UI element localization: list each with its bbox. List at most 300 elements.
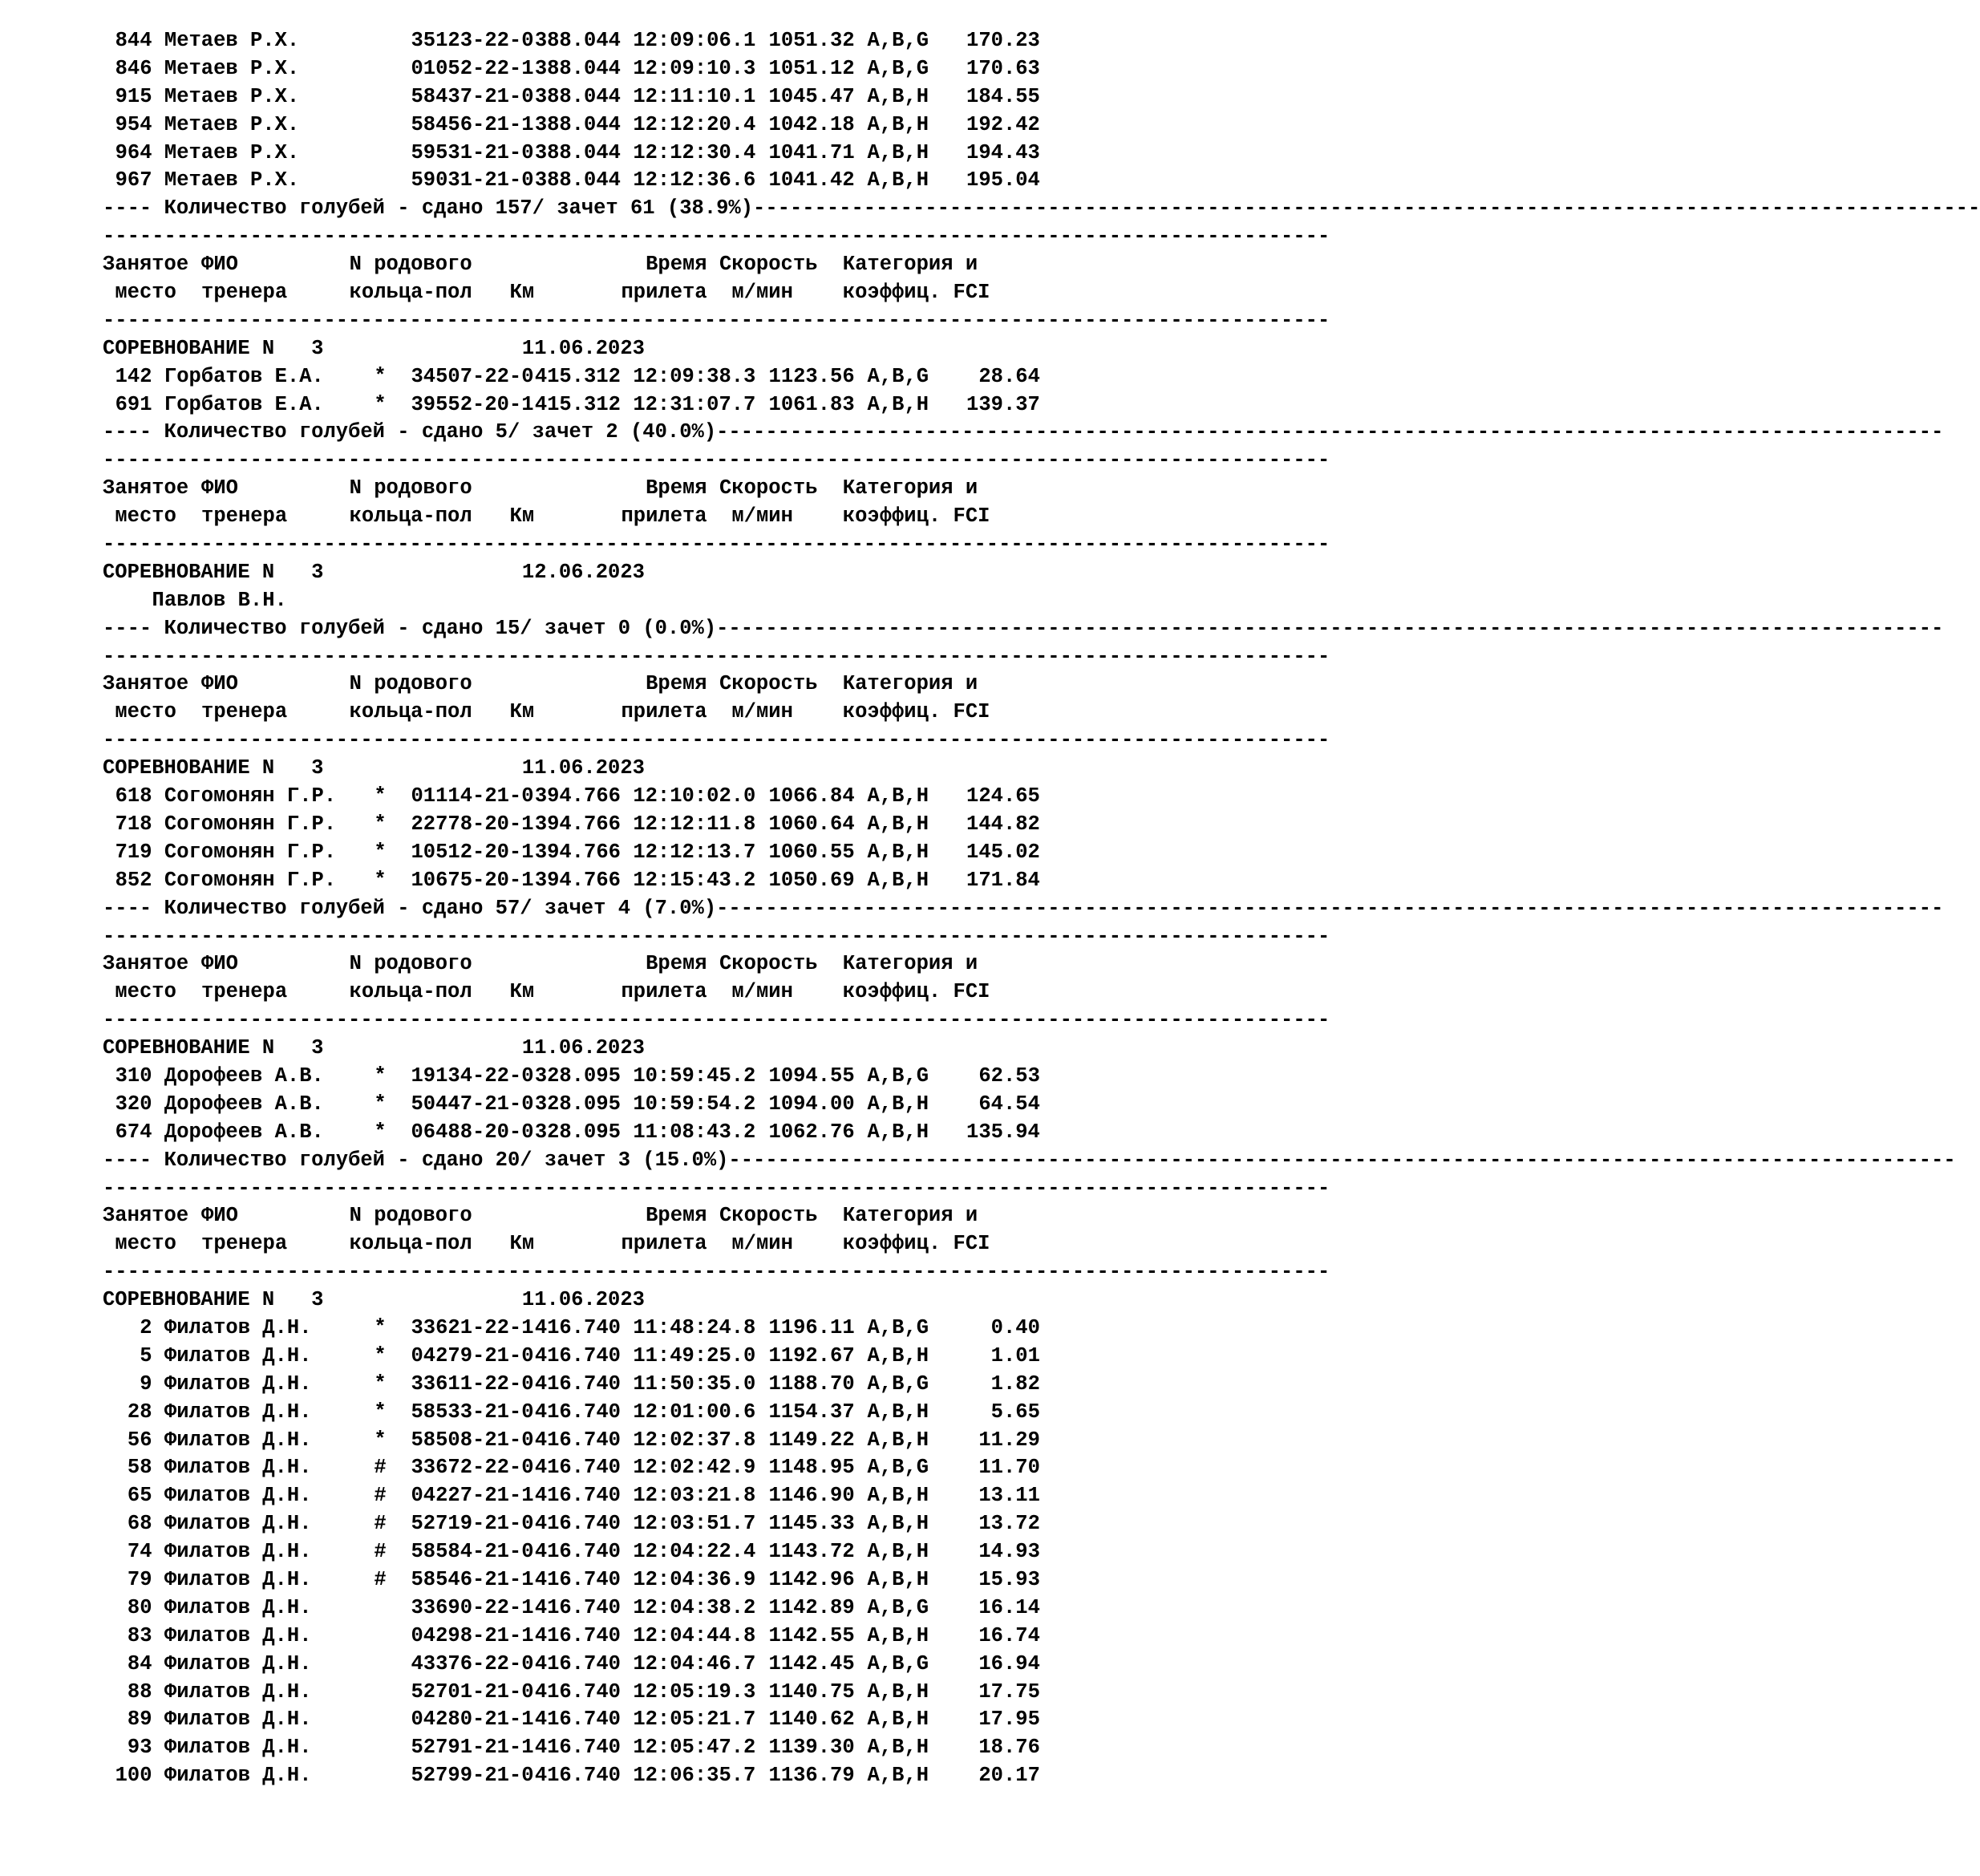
distance-km: 328.095: [534, 1092, 621, 1116]
header-km: Км: [509, 281, 535, 305]
competition-title: СОРЕВНОВАНИЕ N 3: [103, 756, 324, 780]
header-category: Категория и: [842, 952, 978, 976]
fci-coefficient: 16.74: [978, 1623, 1040, 1647]
header-category: коэффиц. FCI: [842, 1232, 990, 1256]
place: 79: [127, 1567, 152, 1591]
trainer-name: Филатов Д.Н.: [164, 1679, 312, 1704]
header-place: место: [115, 700, 176, 724]
speed: 1140.62: [768, 1708, 855, 1732]
fci-coefficient: 62.53: [978, 1064, 1040, 1088]
category: A,B,H: [867, 1120, 929, 1144]
place: 89: [127, 1708, 152, 1732]
header-ring: N родового: [349, 1204, 472, 1228]
column-header-line-1: [103, 1202, 1306, 1230]
ring-number: 04227-21-1: [411, 1484, 534, 1508]
speed: 1154.37: [768, 1400, 855, 1424]
section-summary: ---- Количество голубей - сдано 57/ зачет 4 (7.0%)----------------------------------------------------------------------------------------------------: [103, 896, 1944, 920]
speed: 1148.95: [768, 1456, 855, 1480]
mark: *: [374, 1343, 387, 1367]
ring-number: 58533-21-0: [411, 1400, 534, 1424]
ring-number: 58546-21-1: [411, 1567, 534, 1591]
ring-number: 58584-21-0: [411, 1540, 534, 1564]
arrival-time: 12:05:47.2: [633, 1736, 756, 1760]
result-row: [103, 363, 1306, 391]
category: A,B,H: [867, 112, 929, 136]
arrival-time: 12:12:13.7: [633, 840, 756, 864]
mark: #: [374, 1484, 387, 1508]
arrival-time: 12:15:43.2: [633, 868, 756, 892]
mark: *: [374, 840, 387, 864]
speed: 1188.70: [768, 1372, 855, 1396]
result-row: [103, 1651, 1306, 1679]
distance-km: 416.740: [534, 1456, 621, 1480]
header-name: ФИО: [201, 952, 238, 976]
column-header-line-1: [103, 251, 1306, 279]
ring-number: 04298-21-1: [411, 1623, 534, 1647]
category: A,B,H: [867, 1623, 929, 1647]
place: 9: [140, 1372, 152, 1396]
fci-coefficient: 17.95: [978, 1708, 1040, 1732]
category: A,B,H: [867, 784, 929, 808]
place: 88: [127, 1679, 152, 1704]
speed: 1060.64: [768, 812, 855, 836]
column-header-line-2: [103, 1230, 1306, 1258]
arrival-time: 11:49:25.0: [633, 1343, 756, 1367]
ring-number: 59031-21-0: [411, 168, 534, 192]
fci-coefficient: 11.70: [978, 1456, 1040, 1480]
arrival-time: 12:05:19.3: [633, 1679, 756, 1704]
category: A,B,G: [867, 56, 929, 80]
dashed-separator: ----------------------------------------------------------------------------------------------------: [103, 644, 1330, 668]
speed: 1123.56: [768, 364, 855, 388]
header-speed: Скорость: [719, 672, 818, 696]
mark: *: [374, 812, 387, 836]
mark: *: [374, 784, 387, 808]
speed: 1050.69: [768, 868, 855, 892]
header-category: Категория и: [842, 1204, 978, 1228]
fci-coefficient: 11.29: [978, 1428, 1040, 1452]
header-place: Занятое: [103, 672, 189, 696]
header-category: Категория и: [842, 253, 978, 277]
trainer-name: Филатов Д.Н.: [164, 1540, 312, 1564]
header-name: тренера: [201, 1232, 288, 1256]
distance-km: 416.740: [534, 1651, 621, 1675]
ring-number: 50447-21-0: [411, 1092, 534, 1116]
category: A,B,G: [867, 1315, 929, 1339]
result-row: [103, 55, 1306, 83]
category: A,B,G: [867, 364, 929, 388]
distance-km: 328.095: [534, 1064, 621, 1088]
header-time: Время: [646, 253, 707, 277]
trainer-name: Дорофеев А.В.: [164, 1092, 324, 1116]
place: 93: [127, 1736, 152, 1760]
ring-number: 19134-22-0: [411, 1064, 534, 1088]
trainer-name: Павлов В.Н.: [152, 588, 287, 612]
arrival-time: 11:08:43.2: [633, 1120, 756, 1144]
speed: 1094.55: [768, 1064, 855, 1088]
arrival-time: 12:04:38.2: [633, 1595, 756, 1619]
category: A,B,H: [867, 168, 929, 192]
place: 964: [115, 140, 152, 164]
dashed-separator: ----------------------------------------------------------------------------------------------------: [103, 308, 1330, 332]
category: A,B,H: [867, 1428, 929, 1452]
ring-number: 10675-20-1: [411, 868, 534, 892]
competition-title: СОРЕВНОВАНИЕ N 3: [103, 336, 324, 360]
fci-coefficient: 170.23: [966, 29, 1040, 52]
distance-km: 394.766: [534, 812, 621, 836]
header-place: место: [115, 1232, 176, 1256]
result-row: [103, 1538, 1306, 1566]
mark: *: [374, 1092, 387, 1116]
trainer-name: Метаев Р.Х.: [164, 56, 300, 80]
place: 618: [115, 784, 152, 808]
arrival-time: 12:05:21.7: [633, 1708, 756, 1732]
category: A,B,H: [867, 392, 929, 416]
distance-km: 394.766: [534, 840, 621, 864]
result-row: [103, 1454, 1306, 1482]
section-summary: ---- Количество голубей - сдано 157/ зачет 61 (38.9%)----------------------------------------------------------------------------------------------------: [103, 197, 1980, 221]
header-speed: м/мин: [731, 504, 793, 529]
header-name: тренера: [201, 700, 288, 724]
place: 320: [115, 1092, 152, 1116]
ring-number: 52791-21-1: [411, 1736, 534, 1760]
arrival-time: 12:09:10.3: [633, 56, 756, 80]
mark: *: [374, 364, 387, 388]
ring-number: 01114-21-0: [411, 784, 534, 808]
trainer-name: Филатов Д.Н.: [164, 1315, 312, 1339]
fci-coefficient: 192.42: [966, 112, 1040, 136]
distance-km: 416.740: [534, 1623, 621, 1647]
competition-line: [103, 559, 1306, 587]
column-header-line-1: [103, 475, 1306, 503]
column-header-line-2: [103, 979, 1306, 1007]
category: A,B,H: [867, 1708, 929, 1732]
header-ring: кольца-пол: [349, 281, 472, 305]
header-speed: м/мин: [731, 980, 793, 1004]
ring-number: 43376-22-0: [411, 1651, 534, 1675]
trainer-name: Горбатов Е.А.: [164, 392, 324, 416]
header-place: место: [115, 281, 176, 305]
arrival-time: 12:03:21.8: [633, 1484, 756, 1508]
dashed-separator: ----------------------------------------------------------------------------------------------------: [103, 225, 1330, 249]
speed: 1062.76: [768, 1120, 855, 1144]
distance-km: 416.740: [534, 1428, 621, 1452]
speed: 1139.30: [768, 1736, 855, 1760]
ring-number: 52799-21-0: [411, 1764, 534, 1788]
result-row: [103, 811, 1306, 839]
speed: 1142.89: [768, 1595, 855, 1619]
speed: 1192.67: [768, 1343, 855, 1367]
header-time: Время: [646, 1204, 707, 1228]
mark: *: [374, 1400, 387, 1424]
fci-coefficient: 139.37: [966, 392, 1040, 416]
fci-coefficient: 15.93: [978, 1567, 1040, 1591]
place: 65: [127, 1484, 152, 1508]
fci-coefficient: 194.43: [966, 140, 1040, 164]
arrival-time: 12:04:22.4: [633, 1540, 756, 1564]
arrival-time: 12:04:46.7: [633, 1651, 756, 1675]
category: A,B,G: [867, 1064, 929, 1088]
category: A,B,H: [867, 840, 929, 864]
place: 844: [115, 29, 152, 52]
place: 718: [115, 812, 152, 836]
trainer-name: Филатов Д.Н.: [164, 1708, 312, 1732]
result-row: [103, 140, 1306, 168]
header-name: ФИО: [201, 476, 238, 500]
header-name: тренера: [201, 281, 288, 305]
place: 954: [115, 112, 152, 136]
category: A,B,H: [867, 1540, 929, 1564]
competition-date: 11.06.2023: [521, 1288, 645, 1312]
header-time: прилета: [621, 980, 707, 1004]
speed: 1066.84: [768, 784, 855, 808]
distance-km: 328.095: [534, 1120, 621, 1144]
header-ring: кольца-пол: [349, 980, 472, 1004]
ring-number: 58508-21-0: [411, 1428, 534, 1452]
result-row: [103, 1762, 1306, 1790]
fci-coefficient: 5.65: [990, 1400, 1040, 1424]
category: A,B,H: [867, 868, 929, 892]
trainer-name: Филатов Д.Н.: [164, 1512, 312, 1536]
result-row: [103, 867, 1306, 895]
category: A,B,G: [867, 29, 929, 52]
fci-coefficient: 135.94: [966, 1120, 1040, 1144]
speed: 1142.96: [768, 1567, 855, 1591]
header-ring: N родового: [349, 476, 472, 500]
distance-km: 416.740: [534, 1343, 621, 1367]
fci-coefficient: 171.84: [966, 868, 1040, 892]
fci-coefficient: 14.93: [978, 1540, 1040, 1564]
place: 80: [127, 1595, 152, 1619]
trainer-name: Филатов Д.Н.: [164, 1428, 312, 1452]
dashed-separator: ----------------------------------------------------------------------------------------------------: [103, 448, 1330, 472]
place: 100: [115, 1764, 152, 1788]
arrival-time: 12:06:35.7: [633, 1764, 756, 1788]
header-name: ФИО: [201, 253, 238, 277]
trainer-name: Метаев Р.Х.: [164, 29, 300, 52]
distance-km: 416.740: [534, 1400, 621, 1424]
place: 142: [115, 364, 152, 388]
mark: #: [374, 1567, 387, 1591]
header-category: коэффиц. FCI: [842, 281, 990, 305]
distance-km: 394.766: [534, 784, 621, 808]
header-speed: м/мин: [731, 281, 793, 305]
place: 691: [115, 392, 152, 416]
trainer-name: Метаев Р.Х.: [164, 140, 300, 164]
arrival-time: 12:11:10.1: [633, 84, 756, 108]
distance-km: 416.740: [534, 1372, 621, 1396]
speed: 1051.32: [768, 29, 855, 52]
header-name: тренера: [201, 980, 288, 1004]
speed: 1045.47: [768, 84, 855, 108]
category: A,B,H: [867, 1736, 929, 1760]
place: 2: [140, 1315, 152, 1339]
trainer-line: [103, 587, 1306, 615]
result-row: [103, 83, 1306, 111]
distance-km: 415.312: [534, 392, 621, 416]
place: 83: [127, 1623, 152, 1647]
distance-km: 388.044: [534, 140, 621, 164]
category: A,B,H: [867, 1567, 929, 1591]
speed: 1051.12: [768, 56, 855, 80]
result-row: [103, 1734, 1306, 1762]
result-row: [103, 111, 1306, 140]
dashed-separator: ----------------------------------------------------------------------------------------------------: [103, 1260, 1330, 1284]
result-row: [103, 1315, 1306, 1343]
category: A,B,H: [867, 1092, 929, 1116]
place: 5: [140, 1343, 152, 1367]
arrival-time: 12:12:36.6: [633, 168, 756, 192]
trainer-name: Согомонян Г.Р.: [164, 840, 337, 864]
result-row: [103, 1371, 1306, 1399]
header-speed: Скорость: [719, 476, 818, 500]
competition-date: 11.06.2023: [521, 1036, 645, 1060]
trainer-name: Метаев Р.Х.: [164, 84, 300, 108]
ring-number: 33611-22-0: [411, 1372, 534, 1396]
arrival-time: 12:12:11.8: [633, 812, 756, 836]
distance-km: 416.740: [534, 1315, 621, 1339]
header-speed: м/мин: [731, 1232, 793, 1256]
header-time: Время: [646, 476, 707, 500]
trainer-name: Согомонян Г.Р.: [164, 784, 337, 808]
place: 852: [115, 868, 152, 892]
place: 58: [127, 1456, 152, 1480]
competition-date: 11.06.2023: [521, 336, 645, 360]
ring-number: 58456-21-1: [411, 112, 534, 136]
section-summary: ---- Количество голубей - сдано 5/ зачет 2 (40.0%)----------------------------------------------------------------------------------------------------: [103, 420, 1944, 444]
mark: #: [374, 1540, 387, 1564]
trainer-name: Филатов Д.Н.: [164, 1764, 312, 1788]
dashed-separator: ----------------------------------------------------------------------------------------------------: [103, 728, 1330, 752]
ring-number: 33672-22-0: [411, 1456, 534, 1480]
arrival-time: 12:09:06.1: [633, 29, 756, 52]
distance-km: 416.740: [534, 1708, 621, 1732]
header-ring: кольца-пол: [349, 1232, 472, 1256]
result-row: [103, 839, 1306, 867]
header-speed: м/мин: [731, 700, 793, 724]
header-ring: N родового: [349, 253, 472, 277]
trainer-name: Филатов Д.Н.: [164, 1484, 312, 1508]
result-row: [103, 783, 1306, 811]
dashed-separator: ----------------------------------------------------------------------------------------------------: [103, 533, 1330, 557]
header-category: Категория и: [842, 672, 978, 696]
arrival-time: 12:02:37.8: [633, 1428, 756, 1452]
trainer-name: Филатов Д.Н.: [164, 1456, 312, 1480]
distance-km: 416.740: [534, 1540, 621, 1564]
ring-number: 52719-21-0: [411, 1512, 534, 1536]
place: 967: [115, 168, 152, 192]
mark: #: [374, 1456, 387, 1480]
ring-number: 35123-22-0: [411, 29, 534, 52]
result-row: [103, 1119, 1306, 1147]
header-km: Км: [509, 1232, 535, 1256]
result-row: [103, 1706, 1306, 1734]
speed: 1140.75: [768, 1679, 855, 1704]
result-row: [103, 1623, 1306, 1651]
place: 674: [115, 1120, 152, 1144]
column-header-line-2: [103, 503, 1306, 531]
speed: 1143.72: [768, 1540, 855, 1564]
category: A,B,H: [867, 1343, 929, 1367]
trainer-name: Дорофеев А.В.: [164, 1064, 324, 1088]
fci-coefficient: 124.65: [966, 784, 1040, 808]
arrival-time: 11:48:24.8: [633, 1315, 756, 1339]
fci-coefficient: 13.72: [978, 1512, 1040, 1536]
competition-line: [103, 755, 1306, 783]
ring-number: 34507-22-0: [411, 364, 534, 388]
speed: 1149.22: [768, 1428, 855, 1452]
arrival-time: 12:01:00.6: [633, 1400, 756, 1424]
distance-km: 388.044: [534, 112, 621, 136]
result-row: [103, 1679, 1306, 1707]
trainer-name: Филатов Д.Н.: [164, 1372, 312, 1396]
ring-number: 06488-20-0: [411, 1120, 534, 1144]
trainer-name: Горбатов Е.А.: [164, 364, 324, 388]
fci-coefficient: 64.54: [978, 1092, 1040, 1116]
trainer-name: Филатов Д.Н.: [164, 1651, 312, 1675]
column-header-line-1: [103, 950, 1306, 979]
dashed-separator: ----------------------------------------------------------------------------------------------------: [103, 924, 1330, 948]
ring-number: 10512-20-1: [411, 840, 534, 864]
arrival-time: 12:31:07.7: [633, 392, 756, 416]
header-ring: кольца-пол: [349, 700, 472, 724]
fci-coefficient: 16.94: [978, 1651, 1040, 1675]
distance-km: 416.740: [534, 1567, 621, 1591]
fci-coefficient: 20.17: [978, 1764, 1040, 1788]
category: A,B,H: [867, 1512, 929, 1536]
ring-number: 39552-20-1: [411, 392, 534, 416]
category: A,B,G: [867, 1651, 929, 1675]
place: 846: [115, 56, 152, 80]
header-time: Время: [646, 672, 707, 696]
arrival-time: 12:10:02.0: [633, 784, 756, 808]
trainer-name: Филатов Д.Н.: [164, 1623, 312, 1647]
fci-coefficient: 17.75: [978, 1679, 1040, 1704]
speed: 1196.11: [768, 1315, 855, 1339]
header-place: Занятое: [103, 952, 189, 976]
header-name: ФИО: [201, 672, 238, 696]
arrival-time: 12:03:51.7: [633, 1512, 756, 1536]
trainer-name: Филатов Д.Н.: [164, 1343, 312, 1367]
speed: 1041.42: [768, 168, 855, 192]
result-row: [103, 1482, 1306, 1510]
ring-number: 33621-22-1: [411, 1315, 534, 1339]
header-place: Занятое: [103, 253, 189, 277]
arrival-time: 12:02:42.9: [633, 1456, 756, 1480]
header-category: коэффиц. FCI: [842, 980, 990, 1004]
arrival-time: 12:12:20.4: [633, 112, 756, 136]
ring-number: 04279-21-0: [411, 1343, 534, 1367]
fci-coefficient: 195.04: [966, 168, 1040, 192]
speed: 1136.79: [768, 1764, 855, 1788]
fci-coefficient: 28.64: [978, 364, 1040, 388]
header-km: Км: [509, 980, 535, 1004]
trainer-name: Филатов Д.Н.: [164, 1595, 312, 1619]
fci-coefficient: 16.14: [978, 1595, 1040, 1619]
mark: *: [374, 1428, 387, 1452]
header-category: коэффиц. FCI: [842, 700, 990, 724]
trainer-name: Филатов Д.Н.: [164, 1567, 312, 1591]
mark: *: [374, 392, 387, 416]
mark: #: [374, 1512, 387, 1536]
mark: *: [374, 1372, 387, 1396]
column-header-line-1: [103, 671, 1306, 699]
fci-coefficient: 1.01: [990, 1343, 1040, 1367]
category: A,B,G: [867, 1372, 929, 1396]
place: 915: [115, 84, 152, 108]
arrival-time: 11:50:35.0: [633, 1372, 756, 1396]
result-row: [103, 1566, 1306, 1594]
